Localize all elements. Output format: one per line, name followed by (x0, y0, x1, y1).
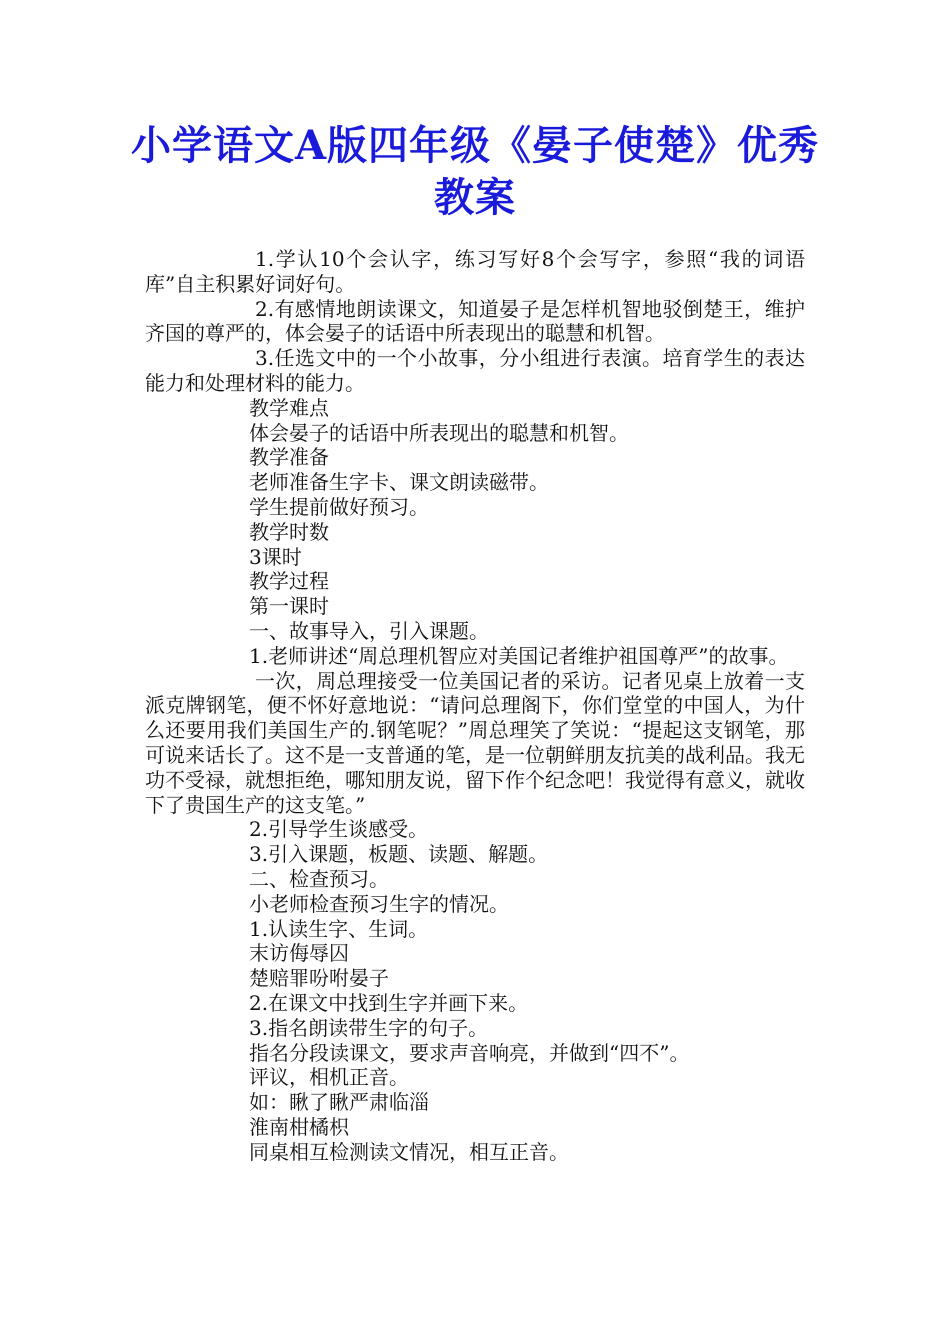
part-one-heading: 一、故事导入，引入课题。 (249, 618, 489, 643)
step-2-1: 1.认读生字、生词。 (249, 916, 429, 941)
example-line-1: 如：瞅了瞅严肃临淄 (249, 1090, 429, 1115)
lesson-one-heading: 第一课时 (249, 594, 329, 619)
step-1-2: 2.引导学生谈感受。 (249, 817, 429, 842)
document-title: 小学语文A版四年级《晏子使楚》优秀教案 (130, 122, 820, 221)
reading-instruction: 指名分段读课文，要求声音响亮，并做到“四不”。 (249, 1040, 690, 1065)
preparation-heading: 教学准备 (249, 445, 329, 470)
difficulty-heading: 教学难点 (249, 395, 329, 420)
step-1-1: 1.老师讲述“周总理机智应对美国记者维护祖国尊严”的故事。 (249, 643, 789, 668)
hours-heading: 教学时数 (249, 519, 329, 544)
hours-value: 3课时 (249, 544, 302, 569)
example-line-2: 淮南柑橘枳 (249, 1114, 349, 1139)
objective-3: 3.任选文中的一个小故事，分小组进行表演。培育学生的表达能力和处理材料的能力。 (145, 346, 805, 395)
process-heading: 教学过程 (249, 569, 329, 594)
document-body (145, 247, 805, 1164)
part-two-intro: 小老师检查预习生字的情况。 (249, 891, 509, 916)
preparation-teacher: 老师准备生字卡、课文朗读磁带。 (249, 470, 549, 495)
part-two-heading: 二、检查预习。 (249, 866, 389, 891)
difficulty-text: 体会晏子的话语中所表现出的聪慧和机智。 (249, 420, 629, 445)
peer-check: 同桌相互检测读文情况，相互正音。 (249, 1139, 569, 1164)
story-paragraph: 一次，周总理接受一位美国记者的采访。记者见桌上放着一支派克牌钢笔，便不怀好意地说：“请问总理阁下，你们堂堂的中国人，为什么还要用我们美国生产的.钢笔呢？”周总理笑了笑说：“提起这支钢笔，那可说来话长了。这不是一支普通的笔，是一位朝鲜朋友抗美的战利品。我无功不受禄，就想拒绝，哪知朋友说，留下作个纪念吧！我觉得有意义，就收下了贵国生产的这支笔。” (145, 668, 805, 817)
objective-1: 1.学认10个会认字，练习写好8个会写字，参照“我的词语库”自主积累好词好句。 (145, 247, 805, 296)
words-line-1: 末访侮辱囚 (249, 941, 349, 966)
words-line-2: 楚赔罪吩咐晏子 (249, 966, 389, 991)
evaluation: 评议，相机正音。 (249, 1065, 409, 1090)
step-1-3: 3.引入课题，板题、读题、解题。 (249, 842, 549, 867)
step-2-2: 2.在课文中找到生字并画下来。 (249, 990, 529, 1015)
objective-2: 2.有感情地朗读课文，知道晏子是怎样机智地驳倒楚王，维护齐国的尊严的，体会晏子的话语中所表现出的聪慧和机智。 (145, 296, 805, 346)
step-2-3: 3.指名朗读带生字的句子。 (249, 1015, 489, 1040)
preparation-student: 学生提前做好预习。 (249, 494, 429, 519)
